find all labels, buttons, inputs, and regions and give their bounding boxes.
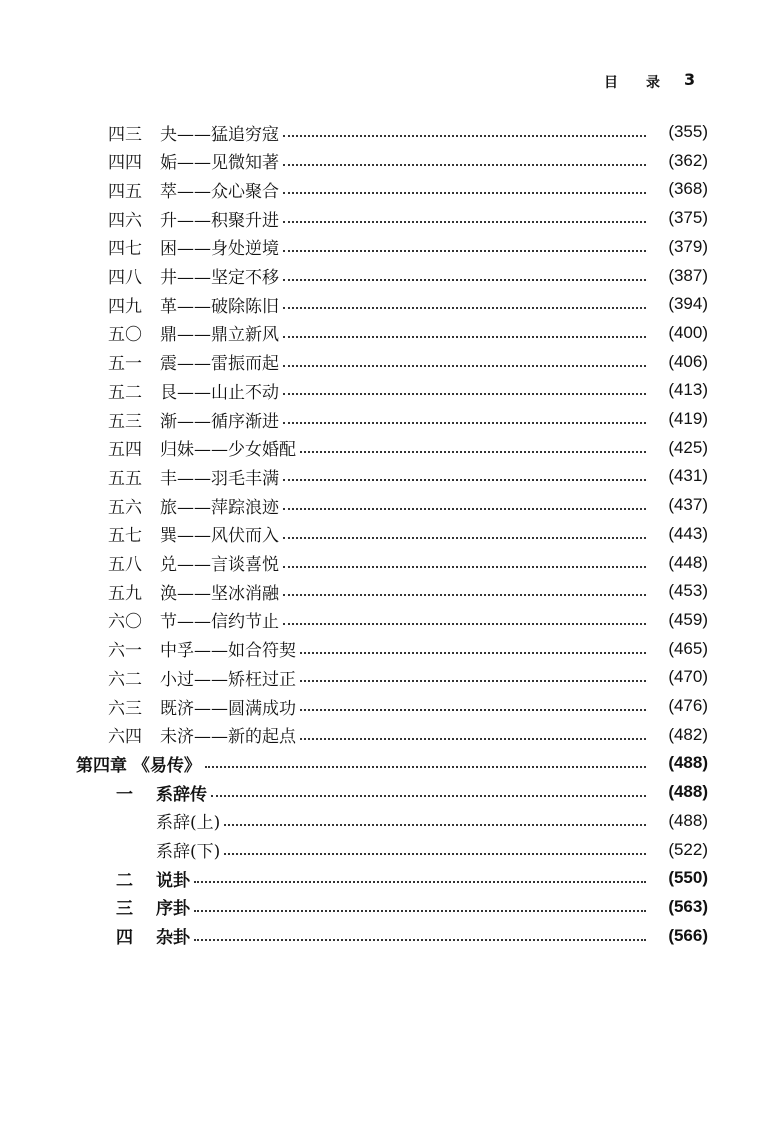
entry-title: 井——坚定不移 (160, 268, 279, 288)
toc-entry[interactable] (108, 118, 708, 146)
dot-leader (283, 250, 646, 252)
entry-title: 渐——循序渐进 (160, 411, 279, 432)
entry-number: 五九 (108, 583, 142, 604)
entry-number: 四六 (108, 210, 142, 231)
section-title: 说卦 (156, 870, 190, 891)
entry-title: 艮——山止不动 (160, 382, 279, 403)
dot-leader (194, 881, 646, 883)
toc-entry[interactable] (108, 175, 708, 203)
entry-page: (425) (668, 437, 708, 457)
dot-leader (283, 566, 646, 568)
entry-title: 姤——见微知著 (160, 153, 279, 174)
entry-title: 鼎——鼎立新风 (160, 325, 279, 346)
toc-entry[interactable] (108, 204, 708, 232)
section-title: 系辞传 (156, 784, 207, 805)
entry-number: 四三 (108, 124, 142, 145)
toc-entry[interactable] (108, 606, 708, 634)
page-header (596, 70, 706, 92)
entry-number: 五一 (108, 354, 142, 375)
entry-page: (482) (668, 724, 708, 744)
entry-page: (413) (668, 380, 708, 400)
entry-page: (387) (668, 265, 708, 285)
entry-number: 五五 (108, 468, 142, 489)
section-page: (566) (668, 925, 708, 945)
dot-leader (283, 623, 646, 625)
running-head-title: 目录 (604, 75, 688, 91)
dot-leader (283, 164, 646, 166)
subsection-title: 系辞(下) (156, 842, 221, 862)
toc-entry[interactable] (108, 434, 708, 462)
toc-entry[interactable] (108, 577, 708, 605)
entry-title: 革——破除陈旧 (160, 296, 279, 317)
entry-number: 六三 (108, 698, 142, 719)
entry-title: 涣——坚冰消融 (160, 583, 279, 604)
entry-title: 节——信约节止 (160, 612, 279, 633)
entry-number: 四四 (108, 153, 142, 174)
dot-leader (283, 192, 646, 194)
entry-page: (368) (668, 179, 708, 199)
dot-leader (283, 307, 646, 309)
entry-number: 五四 (108, 440, 142, 461)
entry-title: 升——积聚升进 (160, 210, 279, 231)
section-title: 杂卦 (156, 928, 190, 949)
entry-page: (470) (668, 667, 708, 687)
entry-page: (355) (668, 122, 708, 141)
entry-number: 四五 (108, 181, 142, 202)
toc-entry[interactable] (108, 376, 708, 404)
dot-leader (283, 221, 646, 223)
toc-section[interactable] (116, 864, 708, 892)
toc-entry[interactable] (108, 262, 708, 290)
entry-title: 丰——羽毛丰满 (160, 468, 279, 489)
entry-number: 四八 (108, 268, 142, 288)
entry-page: (400) (668, 322, 708, 342)
section-number: 三 (116, 899, 133, 920)
toc-section[interactable] (116, 778, 708, 806)
entry-number: 五八 (108, 555, 142, 575)
dot-leader (283, 393, 646, 395)
dot-leader (283, 365, 646, 367)
dot-leader (205, 766, 646, 768)
dot-leader (283, 422, 646, 424)
entry-title: 巽——风伏而入 (160, 526, 279, 547)
entry-number: 六一 (108, 641, 142, 662)
entry-page: (379) (668, 236, 708, 256)
toc-entry[interactable] (108, 319, 708, 347)
entry-title: 旅——萍踪浪迹 (160, 497, 279, 518)
toc-entry[interactable] (108, 348, 708, 376)
section-number: 四 (116, 928, 133, 949)
entry-number: 五六 (108, 497, 142, 518)
entry-number: 四七 (108, 239, 142, 260)
subsection-title: 系辞(上) (156, 813, 221, 834)
entry-page: (362) (668, 150, 708, 170)
entry-title: 夬——猛追穷寇 (160, 124, 279, 145)
toc-entry[interactable] (108, 462, 708, 490)
entry-title: 既济——圆满成功 (160, 698, 296, 719)
dot-leader (224, 853, 646, 855)
dot-leader (283, 508, 646, 510)
entry-page: (406) (668, 351, 708, 371)
dot-leader (300, 709, 646, 711)
section-page: (550) (668, 868, 708, 888)
toc-entry[interactable] (108, 635, 708, 663)
toc-entry[interactable] (108, 549, 708, 577)
chapter-page: (488) (668, 753, 708, 773)
toc-entry[interactable] (108, 290, 708, 318)
entry-page: (465) (668, 638, 708, 658)
toc-section[interactable] (116, 893, 708, 921)
section-page: (488) (668, 782, 708, 802)
toc-section[interactable] (116, 922, 708, 950)
entry-title: 困——身处逆境 (160, 239, 279, 260)
dot-leader (283, 336, 646, 338)
entry-page: (437) (668, 495, 708, 515)
toc-entry[interactable] (108, 520, 708, 548)
dot-leader (283, 135, 646, 137)
toc-entry[interactable] (108, 405, 708, 433)
entry-page: (459) (668, 609, 708, 629)
section-page: (563) (668, 896, 708, 916)
toc-entry[interactable] (108, 147, 708, 175)
dot-leader (283, 479, 646, 481)
page-number: 3 (684, 70, 696, 89)
entry-number: 六二 (108, 669, 142, 690)
entry-page: (375) (668, 208, 708, 228)
entry-number: 五七 (108, 526, 142, 547)
toc-subsection[interactable] (156, 836, 708, 864)
subsection-page: (522) (668, 839, 708, 859)
dot-leader (300, 680, 646, 682)
entry-page: (443) (668, 523, 708, 543)
toc-chapter[interactable] (76, 749, 708, 777)
entry-number: 六四 (108, 727, 142, 748)
toc-entry[interactable] (108, 721, 708, 749)
entry-title: 兑——言谈喜悦 (160, 555, 279, 575)
entry-number: 六〇 (108, 612, 142, 633)
entry-page: (448) (668, 552, 708, 572)
section-title: 序卦 (156, 899, 190, 920)
entry-page: (431) (668, 466, 708, 486)
dot-leader (300, 451, 646, 453)
entry-title: 未济——新的起点 (160, 727, 296, 748)
toc-entry[interactable] (108, 491, 708, 519)
toc-entry[interactable] (108, 663, 708, 691)
entry-title: 归妹——少女婚配 (160, 440, 296, 461)
entry-page: (453) (668, 581, 708, 601)
toc-entry[interactable] (108, 233, 708, 261)
dot-leader (211, 795, 646, 797)
dot-leader (194, 910, 646, 912)
entry-number: 四九 (108, 296, 142, 317)
dot-leader (283, 279, 646, 281)
toc-subsection[interactable] (156, 807, 708, 835)
dot-leader (300, 738, 646, 740)
dot-leader (224, 824, 646, 826)
entry-title: 中孚——如合符契 (160, 641, 296, 662)
subsection-page: (488) (668, 810, 708, 830)
entry-title: 小过——矫枉过正 (160, 669, 296, 690)
dot-leader (194, 939, 646, 941)
entry-page: (394) (668, 294, 708, 314)
entry-number: 五三 (108, 411, 142, 432)
entry-page: (476) (668, 696, 708, 715)
dot-leader (300, 652, 646, 654)
entry-page: (419) (668, 409, 708, 428)
chapter-title: 第四章 《易传》 (76, 755, 201, 776)
entry-number: 五二 (108, 382, 142, 403)
entry-title: 震——雷振而起 (160, 354, 279, 375)
toc-entry[interactable] (108, 692, 708, 720)
entry-number: 五〇 (108, 325, 142, 346)
section-number: 二 (116, 870, 133, 891)
entry-title: 萃——众心聚合 (160, 181, 279, 202)
dot-leader (283, 537, 646, 539)
dot-leader (283, 594, 646, 596)
section-number: 一 (116, 784, 133, 805)
